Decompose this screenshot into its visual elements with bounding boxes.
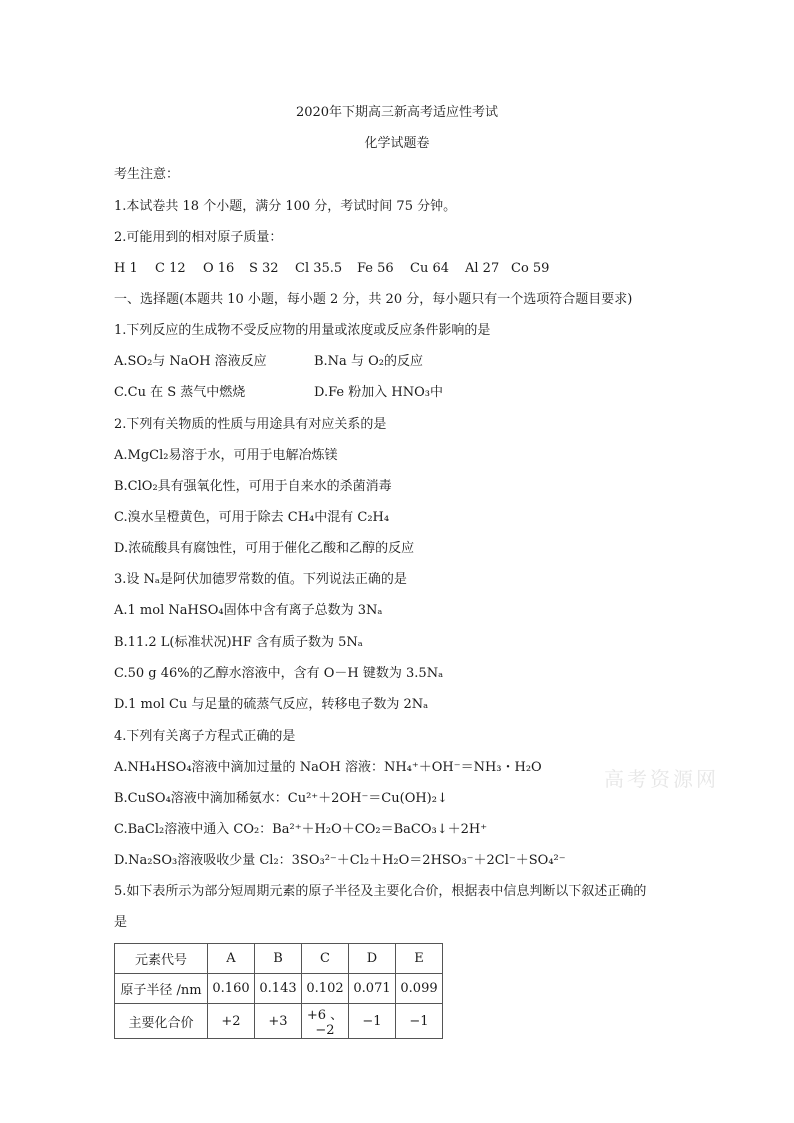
q4-option-b: B.CuSO₄溶液中滴加稀氨水：Cu²⁺＋2OH⁻＝Cu(OH)₂↓ (114, 791, 448, 806)
table-column-header: D (349, 944, 396, 974)
q2-option-b: B.ClO₂具有强氧化性，可用于自来水的杀菌消毒 (114, 479, 392, 494)
table-cell: 0.160 (208, 974, 255, 1004)
element-data-table (114, 943, 443, 1039)
mass-cl: Cl 35.5 (295, 261, 343, 276)
table-row-header (115, 944, 443, 974)
table-cell: +2 (208, 1004, 255, 1039)
q2-stem: 2.下列有关物质的性质与用途具有对应关系的是 (114, 417, 387, 432)
mass-cu: Cu 64 (410, 261, 449, 276)
table-cell: 0.071 (349, 974, 396, 1004)
mass-s: S 32 (249, 261, 279, 276)
q3-option-b: B.11.2 L(标准状况)HF 含有质子数为 5Nₐ (114, 635, 363, 650)
table-row-valence (115, 1004, 443, 1039)
q5-stem-line2: 是 (114, 915, 128, 930)
section-1-heading: 一、选择题(本题共 10 小题，每小题 2 分，共 20 分，每小题只有一个选项符合题目要求) (114, 292, 633, 307)
table-column-header: B (255, 944, 302, 974)
table-column-header: C (302, 944, 349, 974)
q1-option-c: C.Cu 在 S 蒸气中燃烧 (114, 385, 246, 400)
exam-title: 2020年下期高三新高考适应性考试 (295, 105, 499, 120)
watermark: 高考资源网 (604, 767, 719, 791)
table-cell: +3 (255, 1004, 302, 1039)
table-cell: 0.143 (255, 974, 302, 1004)
table-row-label: 元素代号 (115, 944, 208, 974)
q4-option-a: A.NH₄HSO₄溶液中滴加过量的 NaOH 溶液：NH₄⁺＋OH⁻＝NH₃・H₂O (114, 760, 542, 775)
q4-option-d: D.Na₂SO₃溶液吸收少量 Cl₂：3SO₃²⁻＋Cl₂＋H₂O＝2HSO₃⁻＋2Cl⁻＋SO₄²⁻ (114, 853, 566, 868)
mass-fe: Fe 56 (357, 261, 394, 276)
table-row-label: 主要化合价 (115, 1004, 208, 1039)
q2-option-a: A.MgCl₂易溶于水，可用于电解冶炼镁 (114, 448, 338, 463)
table-cell: 0.102 (302, 974, 349, 1004)
mass-h: H 1 (114, 261, 138, 276)
mass-o: O 16 (203, 261, 235, 276)
q5-stem-line1: 5.如下表所示为部分短周期元素的原子半径及主要化合价，根据表中信息判断以下叙述正确的 (114, 884, 647, 899)
q1-option-d: D.Fe 粉加入 HNO₃中 (314, 385, 443, 400)
atomic-mass-list (114, 260, 549, 278)
q4-option-c: C.BaCl₂溶液中通入 CO₂：Ba²⁺＋H₂O＋CO₂＝BaCO₃↓＋2H⁺ (114, 822, 488, 837)
table-row-radius (115, 974, 443, 1004)
notice-heading: 考生注意： (114, 167, 180, 182)
table-row-label: 原子半径 /nm (115, 974, 208, 1004)
q1-stem: 1.下列反应的生成物不受反应物的用量或浓度或反应条件影响的是 (114, 323, 491, 338)
q1-option-b: B.Na 与 O₂的反应 (314, 354, 423, 369)
q4-stem: 4.下列有关离子方程式正确的是 (114, 729, 296, 744)
q3-stem: 3.设 Nₐ是阿伏加德罗常数的值。下列说法正确的是 (114, 572, 407, 587)
q1-option-a: A.SO₂与 NaOH 溶液反应 (114, 354, 267, 369)
q3-option-c: C.50 g 46%的乙醇水溶液中，含有 O－H 键数为 3.5Nₐ (114, 666, 444, 681)
notice-item-2: 2.可能用到的相对原子质量： (114, 230, 283, 245)
mass-al: Al 27 (465, 261, 500, 276)
table-cell: −1 (349, 1004, 396, 1039)
exam-subtitle: 化学试题卷 (364, 136, 430, 151)
q1-options-cd (114, 384, 443, 402)
table-cell: +6 、−2 (302, 1004, 349, 1039)
mass-co: Co 59 (511, 261, 550, 276)
q3-option-a: A.1 mol NaHSO₄固体中含有离子总数为 3Nₐ (114, 603, 383, 618)
table-column-header: A (208, 944, 255, 974)
q3-option-d: D.1 mol Cu 与足量的硫蒸气反应，转移电子数为 2Nₐ (114, 697, 429, 712)
mass-c: C 12 (155, 261, 186, 276)
table-cell: −1 (396, 1004, 443, 1039)
table-column-header: E (396, 944, 443, 974)
q2-option-d: D.浓硫酸具有腐蚀性，可用于催化乙酸和乙醇的反应 (114, 541, 415, 556)
table-cell: 0.099 (396, 974, 443, 1004)
notice-item-1: 1.本试卷共 18 个小题，满分 100 分，考试时间 75 分钟。 (114, 199, 457, 214)
q2-option-c: C.溴水呈橙黄色，可用于除去 CH₄中混有 C₂H₄ (114, 510, 390, 525)
q1-options-ab (114, 353, 423, 371)
